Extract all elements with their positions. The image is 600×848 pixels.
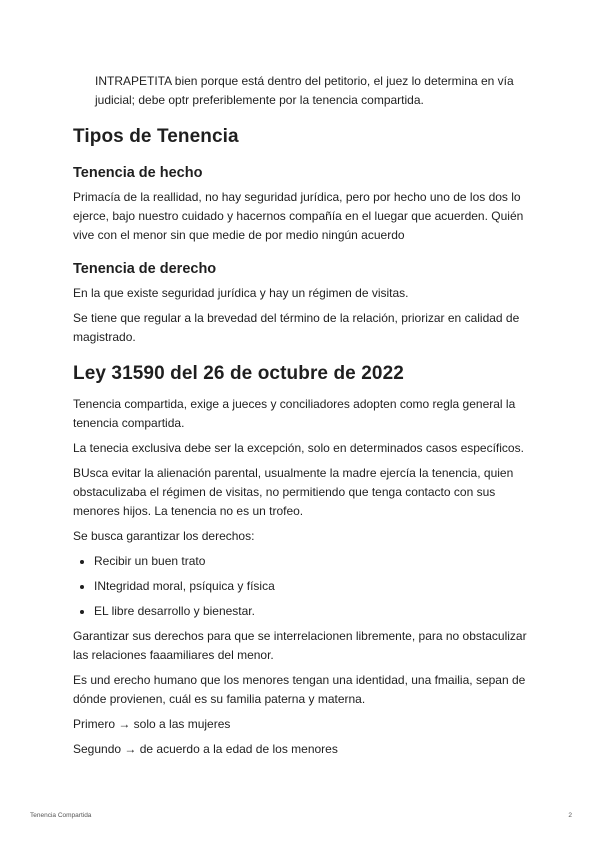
- intro-paragraph: INTRAPETITA bien porque está dentro del petitorio, el juez lo determina en vía judicial; debe optr preferiblemente por la tenencia compartida.: [95, 74, 514, 107]
- list-item: • EL libre desarrollo y bienestar.: [94, 602, 535, 621]
- paragraph-ley-7: Primero → solo a las mujeres: [73, 717, 231, 731]
- rights-list: [73, 552, 535, 621]
- subheading-derecho: Tenencia de derecho: [73, 261, 217, 277]
- list-item: • INtegridad moral, psíquica y física: [94, 577, 535, 596]
- paragraph-ley-8: Segundo → de acuerdo a la edad de los menores: [73, 742, 338, 756]
- subheading-hecho: Tenencia de hecho: [73, 165, 203, 181]
- paragraph-ley-1: Tenencia compartida, exige a jueces y conciliadores adopten como regla general la tenencia compartida.: [73, 397, 516, 430]
- section-heading-ley: Ley 31590 del 26 de octubre de 2022: [73, 363, 404, 384]
- paragraph-ley-5: Garantizar sus derechos para que se interrelacionen libremente, para no obstaculizar las relaciones faaamiliares del menor.: [73, 629, 527, 662]
- paragraph-ley-2: La tenecia exclusiva debe ser la excepción, solo en determinados casos específicos.: [73, 441, 524, 455]
- main-content: [73, 124, 535, 759]
- footer-title: Tenencia Compartida: [30, 812, 92, 819]
- paragraph-ley-4: Se busca garantizar los derechos:: [73, 529, 255, 543]
- section-heading-tipos: Tipos de Tenencia: [73, 126, 239, 147]
- list-item: • Recibir un buen trato: [94, 552, 535, 571]
- paragraph-derecho-2: Se tiene que regular a la brevedad del término de la relación, priorizar en calidad de magistrado.: [73, 311, 520, 344]
- paragraph-hecho: Primacía de la reallidad, no hay seguridad jurídica, pero por hecho uno de los dos lo ejerce, bajo nuestro cuidado y hacernos compañía en el luegar que acuerden. Quién vive con el menor sin que medie de por medio ningún acuerdo: [73, 190, 524, 242]
- footer-page-number: 2: [568, 812, 572, 819]
- paragraph-derecho-1: En la que existe seguridad jurídica y hay un régimen de visitas.: [73, 286, 409, 300]
- paragraph-ley-6: Es und erecho humano que los menores tengan una identidad, una fmailia, sepan de dónde provienen, cuál es su familia paterna y materna.: [73, 673, 526, 706]
- paragraph-ley-3: BUsca evitar la alienación parental, usualmente la madre ejercía la tenencia, quien obstaculizaba el régimen de visitas, no permitiendo que tenga contacto con sus menores hijos. La tenencia no es un trofeo.: [73, 466, 514, 518]
